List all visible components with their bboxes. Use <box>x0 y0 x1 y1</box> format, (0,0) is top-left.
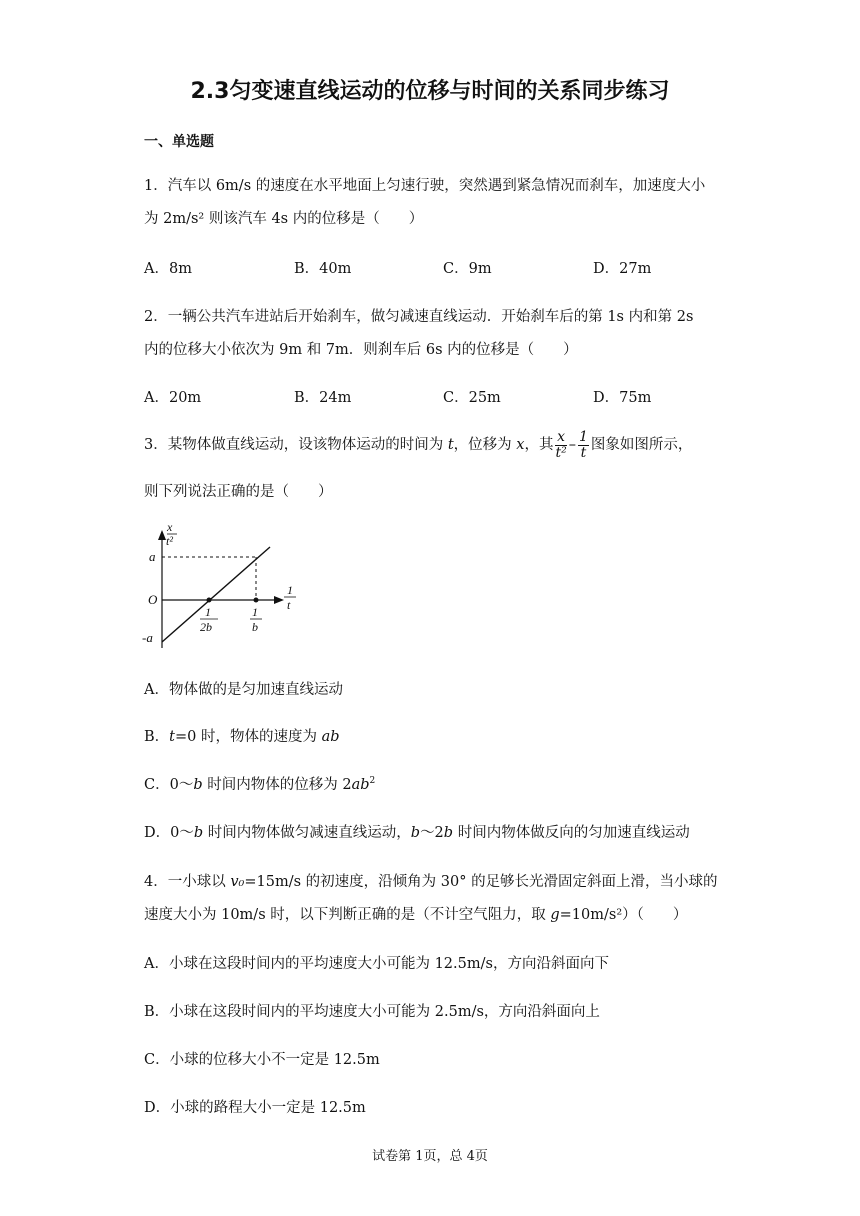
q2-option-c: C．25m <box>443 390 501 406</box>
q1-option-d: D．27m <box>593 261 652 277</box>
point-1-over-b <box>254 598 259 603</box>
q4-option-c: C．小球的位移大小不一定是 12.5m <box>144 1052 380 1068</box>
x-axis-label-num: 1 <box>287 583 293 597</box>
q2-line1: 2．一辆公共汽车进站后开始刹车，做匀减速直线运动．开始刹车后的第 1s 内和第 2s <box>144 309 694 325</box>
q3-var-t: t <box>447 437 454 454</box>
q3-text-post: 图象如图所示， <box>590 437 693 454</box>
q2-option-a: A．20m <box>144 390 202 406</box>
q2-line2: 内的位移大小依次为 9m 和 7m．则刹车后 6s 内的位移是（ ） <box>144 342 578 358</box>
q3-fraction-x-over-t2: $\frac{x}{\text{t²}}$ <box>555 429 567 461</box>
q2-option-b: B．24m <box>294 390 352 406</box>
x-tick-1-num: 1 <box>205 605 211 619</box>
q4-line1: 4．一小球以 v₀=15m/s 的初速度，沿倾角为 30° 的足够长光滑固定斜面上滑，当小球的 <box>144 874 718 890</box>
q3-fraction-1-over-t: $\frac{1}{t}$ <box>578 429 588 461</box>
page-title: 2.3匀变速直线运动的位移与时间的关系同步练习 <box>190 79 670 104</box>
q3-option-b: B．t=0 时，物体的速度为 ab <box>144 729 340 745</box>
q3-graph <box>140 520 310 650</box>
q3-line1 <box>144 430 692 460</box>
q3-var-x: x <box>516 437 525 454</box>
q3-text-pre: 3．某物体做直线运动，设该物体运动的时间为 <box>144 437 448 454</box>
q1-line1: 1．汽车以 6m/s 的速度在水平地面上匀速行驶，突然遇到紧急情况而刹车，加速度大小 <box>144 178 706 194</box>
q3-option-c: C．0～b 时间内物体的位移为 $2ab^2$ <box>144 776 376 793</box>
y-axis-label-num: x <box>167 520 173 534</box>
q1-line2: 为 2m/s² 则该汽车 4s 内的位移是（ ） <box>144 211 424 227</box>
q1-option-c: C．9m <box>443 261 492 277</box>
q1-option-b: B．40m <box>294 261 352 277</box>
q4-option-a: A．小球在这段时间内的平均速度大小可能为 12.5m/s，方向沿斜面向下 <box>144 956 609 972</box>
x-tick-2-den: b <box>252 620 258 634</box>
q3-option-d: D．0～b 时间内物体做匀减速直线运动，b～2b 时间内物体做反向的匀加速直线运动 <box>144 825 690 841</box>
y-label-a: a <box>149 549 156 564</box>
x-tick-2-num: 1 <box>252 605 258 619</box>
q3-line2: 则下列说法正确的是（ ） <box>144 484 333 500</box>
y-axis-label-den: t² <box>166 534 173 548</box>
origin-label: O <box>148 592 158 607</box>
q1-option-a: A．8m <box>144 261 192 277</box>
x-axis-label-den: t <box>287 598 291 612</box>
x-axis-arrow-icon <box>274 596 284 604</box>
q2-option-d: D．75m <box>593 390 652 406</box>
y-axis-arrow-icon <box>158 530 166 540</box>
q3-text-mid2: ，其 <box>524 437 554 454</box>
y-label-neg-a: -a <box>142 630 153 645</box>
page-footer: 试卷第 1页，总 4页 <box>372 1149 488 1164</box>
section-heading: 一、单选题 <box>144 134 214 150</box>
q3-option-a: A．物体做的是匀加速直线运动 <box>144 682 343 698</box>
q3-text-mid: ，位移为 <box>453 437 517 454</box>
q4-line2: 速度大小为 10m/s 时，以下判断正确的是（不计空气阻力，取 g=10m/s²）（ ） <box>144 907 688 923</box>
q4-option-d: D．小球的路程大小一定是 12.5m <box>144 1100 366 1116</box>
q3-minus: – <box>568 437 576 454</box>
x-tick-1-den: 2b <box>200 620 212 634</box>
point-1-over-2b <box>207 598 212 603</box>
q4-option-b: B．小球在这段时间内的平均速度大小可能为 2.5m/s，方向沿斜面向上 <box>144 1004 600 1020</box>
